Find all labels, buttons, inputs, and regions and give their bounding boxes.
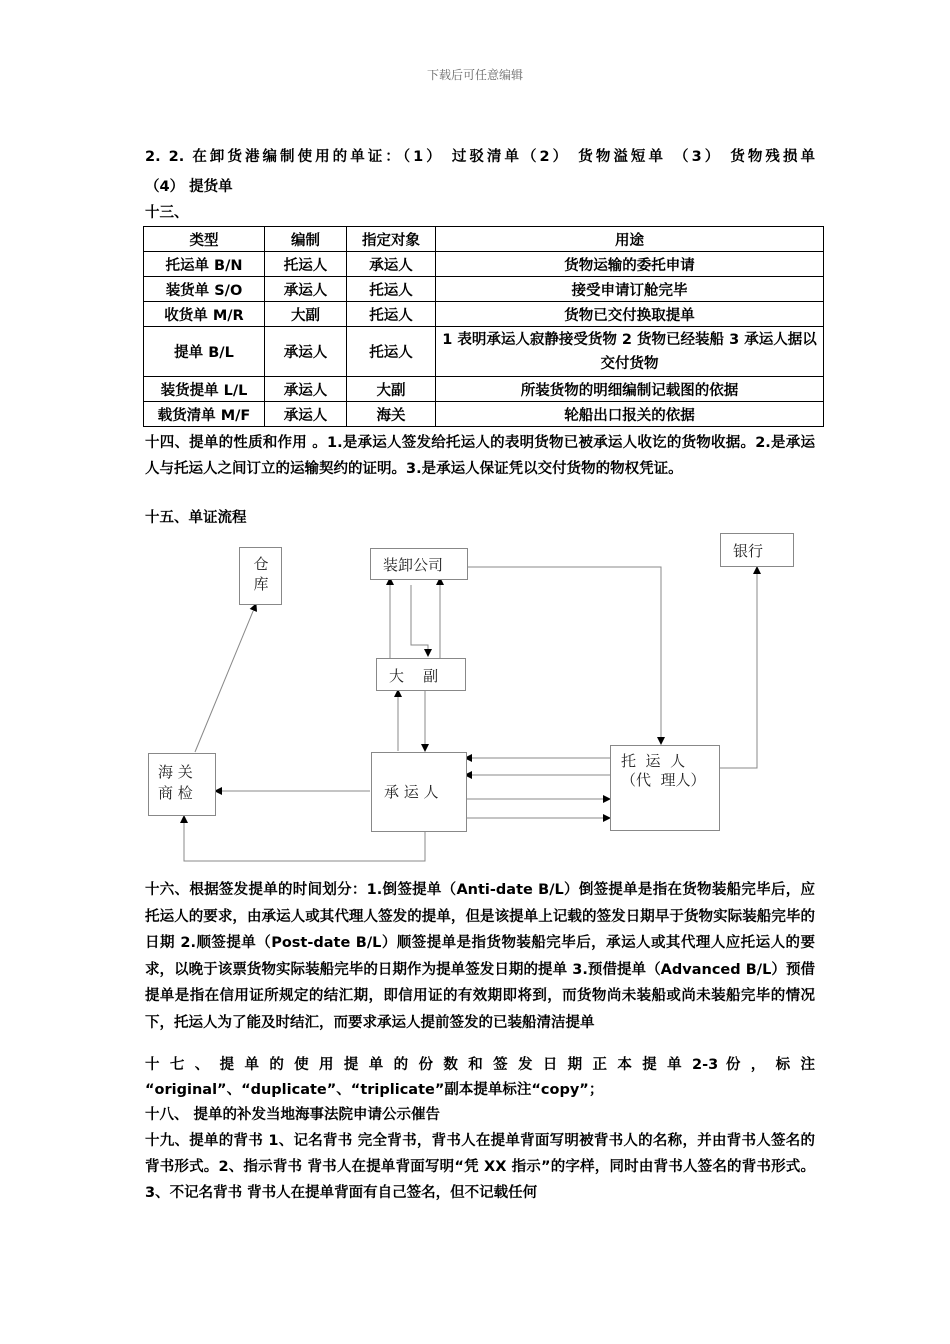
section-16-paragraph: 十六、根据签发提单的时间划分：1.倒签提单（Anti-date B/L）倒签提单是指在货物装船完毕后，应托运人的要求，由承运人或其代理人签发的提单，但是该提单上记载的签发日期早于货物实际装船完毕的日期 2.顺签提单（Post-date B/L）顺签提单是指货物装船完毕后，承运人或其代理人应托运人的要求，以晚于该票货物实际装船完毕的日期作为提单签发日期的提单 3.预借提单（Advanced B/L）预借提单是指在信用证所规定的结汇期，即信用证的有效期即将到，而货物尚未装船或尚未装船完毕的情况下，托运人为了能及时结汇，而要求承运人提前签发的已装船清洁提单 xyxy=(145,882,815,1031)
table-cell: 承运人 xyxy=(265,277,347,302)
table-cell: 托运人 xyxy=(265,252,347,277)
table-cell: 托运单 B/N xyxy=(144,252,265,277)
table-cell: 装货提单 L/L xyxy=(144,377,265,402)
section-18-paragraph: 十八、 提单的补发当地海事法院申请公示催告 xyxy=(145,1107,441,1123)
table-cell: 承运人 xyxy=(265,377,347,402)
table-header-cell: 编制 xyxy=(265,227,347,252)
table-header-cell: 指定对象 xyxy=(347,227,436,252)
arrow-stevedore-shipper xyxy=(467,567,661,744)
arrow-customs-warehouse xyxy=(195,604,256,752)
table-cell: 提单 B/L xyxy=(144,327,265,377)
table-cell: 货物已交付换取提单 xyxy=(436,302,824,327)
table-cell: 托运人 xyxy=(347,327,436,377)
table-cell: 托运人 xyxy=(347,277,436,302)
table-cell: 装货单 S/O xyxy=(144,277,265,302)
section-13-heading: 十三、 xyxy=(145,205,189,221)
bank-label: 银行 xyxy=(733,542,764,560)
carrier-label: 承 运 人 xyxy=(384,783,439,801)
table-cell: 所装货物的明细编制记载图的依据 xyxy=(436,377,824,402)
table-header-cell: 用途 xyxy=(436,227,824,252)
chief-officer-box xyxy=(376,658,466,691)
table-cell: 托运人 xyxy=(347,302,436,327)
bank-box xyxy=(720,533,794,567)
section-17-line2: “original”、“duplicate”、“triplicate”副本提单标注“copy”； xyxy=(145,1082,604,1098)
stevedore-label: 装卸公司 xyxy=(383,556,444,574)
arrow-stevedore-officer xyxy=(411,585,428,656)
table-cell: 收货单 M/R xyxy=(144,302,265,327)
section-19-paragraph: 十九、提单的背书 1、记名背书 完全背书，背书人在提单背面写明被背书人的名称，并由背书人签名的背书形式。2、指示背书 背书人在提单背面写明“凭 XX 指示”的字样，同时由背书人签名的背书形式。3、不记名背书 背书人在提单背面有自己签名，但不记载任何 xyxy=(145,1133,815,1201)
warehouse-box xyxy=(239,547,282,605)
table-cell: 1 表明承运人寂静接受货物 2 货物已经装船 3 承运人据以交付货物 xyxy=(436,327,824,377)
page-header: 下载后可任意编辑 xyxy=(426,68,523,82)
warehouse-label: 仓 库 xyxy=(253,555,269,593)
table-cell: 载货清单 M/F xyxy=(144,402,265,427)
para-1-line2: （4） 提货单 xyxy=(145,179,233,195)
table-cell: 大副 xyxy=(347,377,436,402)
carrier-box xyxy=(371,752,467,832)
shipper-label: 托 运 人（代 理人） xyxy=(621,752,706,789)
table-cell: 承运人 xyxy=(265,402,347,427)
table-cell: 海关 xyxy=(347,402,436,427)
table-cell: 货物运输的委托申请 xyxy=(436,252,824,277)
stevedore-box xyxy=(370,548,468,580)
table-cell: 大副 xyxy=(265,302,347,327)
section-17-line1: 十 七 、 提 单 的 使 用 提 单 的 份 数 和 签 发 日 期 正 本 提 单 2-3 份 ， 标 注 xyxy=(145,1057,815,1073)
customs-label: 海 关 商 检 xyxy=(158,763,193,802)
arrow-shipper-bank xyxy=(719,567,757,768)
customs-box xyxy=(148,753,216,816)
section-15-heading: 十五、单证流程 xyxy=(145,510,247,526)
section-14-paragraph: 十四、提单的性质和作用 。1.是承运人签发给托运人的表明货物已被承运人收讫的货物收据。2.是承运人与托运人之间订立的运输契约的证明。3.是承运人保证凭以交付货物的物权凭证。 xyxy=(145,435,815,477)
table-cell: 轮船出口报关的依据 xyxy=(436,402,824,427)
table-cell: 接受申请订舱完毕 xyxy=(436,277,824,302)
table-cell: 承运人 xyxy=(265,327,347,377)
table-header-cell: 类型 xyxy=(144,227,265,252)
shipper-box xyxy=(610,745,720,831)
table-cell: 承运人 xyxy=(347,252,436,277)
chief-officer-label: 大 副 xyxy=(389,667,439,685)
para-1-line1: 2. 2. 在卸货港编制使用的单证：（1） 过驳清单（2） 货物溢短单 （3） 货物残损单 xyxy=(145,149,815,165)
